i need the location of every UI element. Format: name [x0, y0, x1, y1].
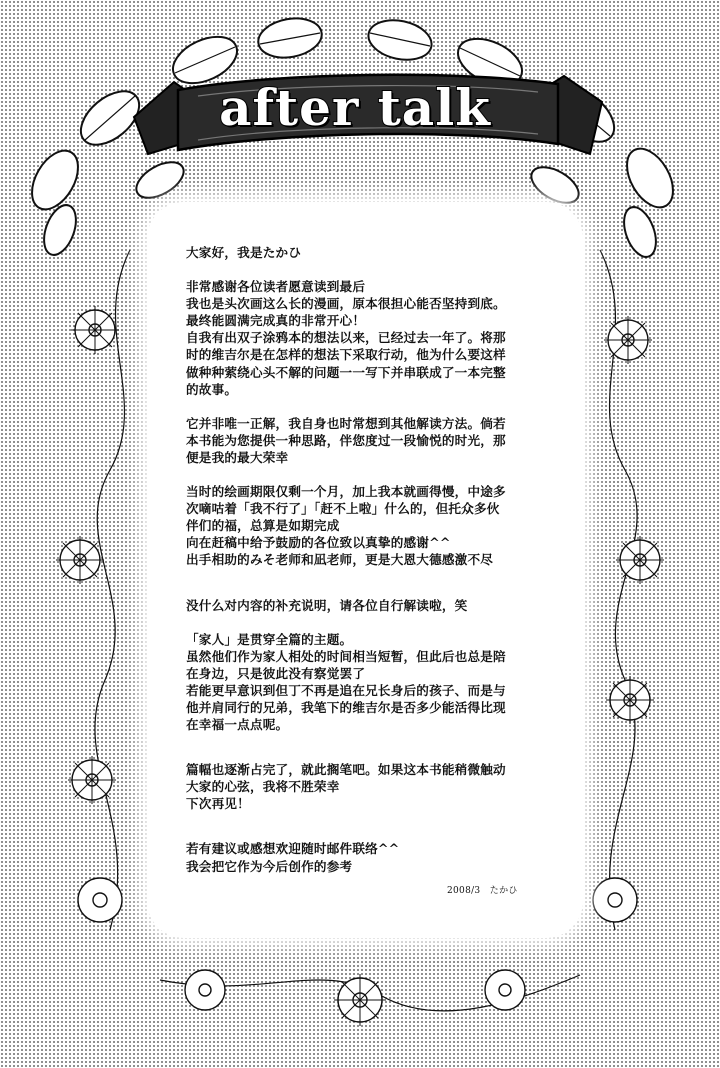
page-title: after talk [219, 78, 491, 137]
text-line: 做种种萦绕心头不解的问题一一写下并串联成了一本完整 [186, 364, 506, 380]
text-line: 的故事。 [186, 381, 238, 397]
text-line: 时的维吉尔是在怎样的想法下采取行动，他为什么要这样 [186, 347, 506, 363]
text-line: 没什么对内容的补充说明，请各位自行解读啦，笑 [186, 597, 468, 613]
text-line: 他并肩同行的兄弟，我笔下的维吉尔是否多少能活得比现 [186, 699, 506, 715]
text-line: 自我有出双子涂鸦本的想法以来，已经过去一年了。将那 [186, 330, 506, 346]
text-line: 本书能为您提供一种思路，伴您度过一段愉悦的时光，那 [186, 432, 506, 448]
paragraph-deadline [186, 483, 576, 568]
text-line: 它并非唯一正解，我自身也时常想到其他解读方法。倘若 [186, 415, 506, 431]
paragraph-theme [186, 631, 576, 734]
paragraph-note [186, 597, 576, 614]
text-line: 若有建议或感想欢迎随时邮件联络^^ [186, 841, 400, 857]
text-line: 虽然他们作为家人相处的时间相当短暂，但此后也总是陪 [186, 648, 506, 664]
text-line: 篇幅也逐渐占完了，就此搁笔吧。如果这本书能稍微触动 [186, 762, 506, 778]
date-signature: 2008/3 たかひ [447, 886, 518, 896]
text-line: 大家好，我是たかひ [186, 245, 302, 260]
text-line: 下次再见！ [186, 796, 250, 812]
paragraph-greeting [186, 244, 576, 261]
paragraph-thanks [186, 278, 576, 398]
text-line: 当时的绘画期限仅剩一个月，加上我本就画得慢，中途多 [186, 484, 506, 500]
text-line: 在身边，只是彼此没有察觉罢了 [186, 665, 366, 681]
afterword-text [186, 244, 576, 875]
text-line: 在幸福一点点呢。 [186, 717, 289, 733]
text-line: 次嘀咕着「我不行了」「赶不上啦」什么的，但托众多伙 [186, 501, 500, 517]
paragraph-contact [186, 840, 576, 874]
text-line: 我会把它作为今后创作的参考 [186, 858, 353, 874]
paragraph-closing [186, 761, 576, 812]
text-line: 「家人」是贯穿全篇的主题。 [186, 631, 353, 647]
paragraph-interpretation [186, 415, 576, 466]
text-line: 向在赶稿中给予鼓励的各位致以真挚的感谢^^ [186, 535, 451, 551]
text-line: 非常感谢各位读者愿意读到最后 [186, 279, 366, 295]
text-line: 大家的心弦，我将不胜荣幸 [186, 779, 340, 795]
text-line: 我也是头次画这么长的漫画，原本很担心能否坚持到底。 [186, 296, 506, 312]
text-line: 若能更早意识到但丁不再是追在兄长身后的孩子、而是与 [186, 682, 506, 698]
text-line: 最终能圆满完成真的非常开心！ [186, 313, 366, 329]
text-line: 便是我的最大荣幸 [186, 449, 289, 465]
text-line: 伴们的福，总算是如期完成 [186, 518, 340, 534]
text-line: 出手相助的みそ老师和凪老师，更是大恩大德感激不尽 [186, 552, 494, 568]
